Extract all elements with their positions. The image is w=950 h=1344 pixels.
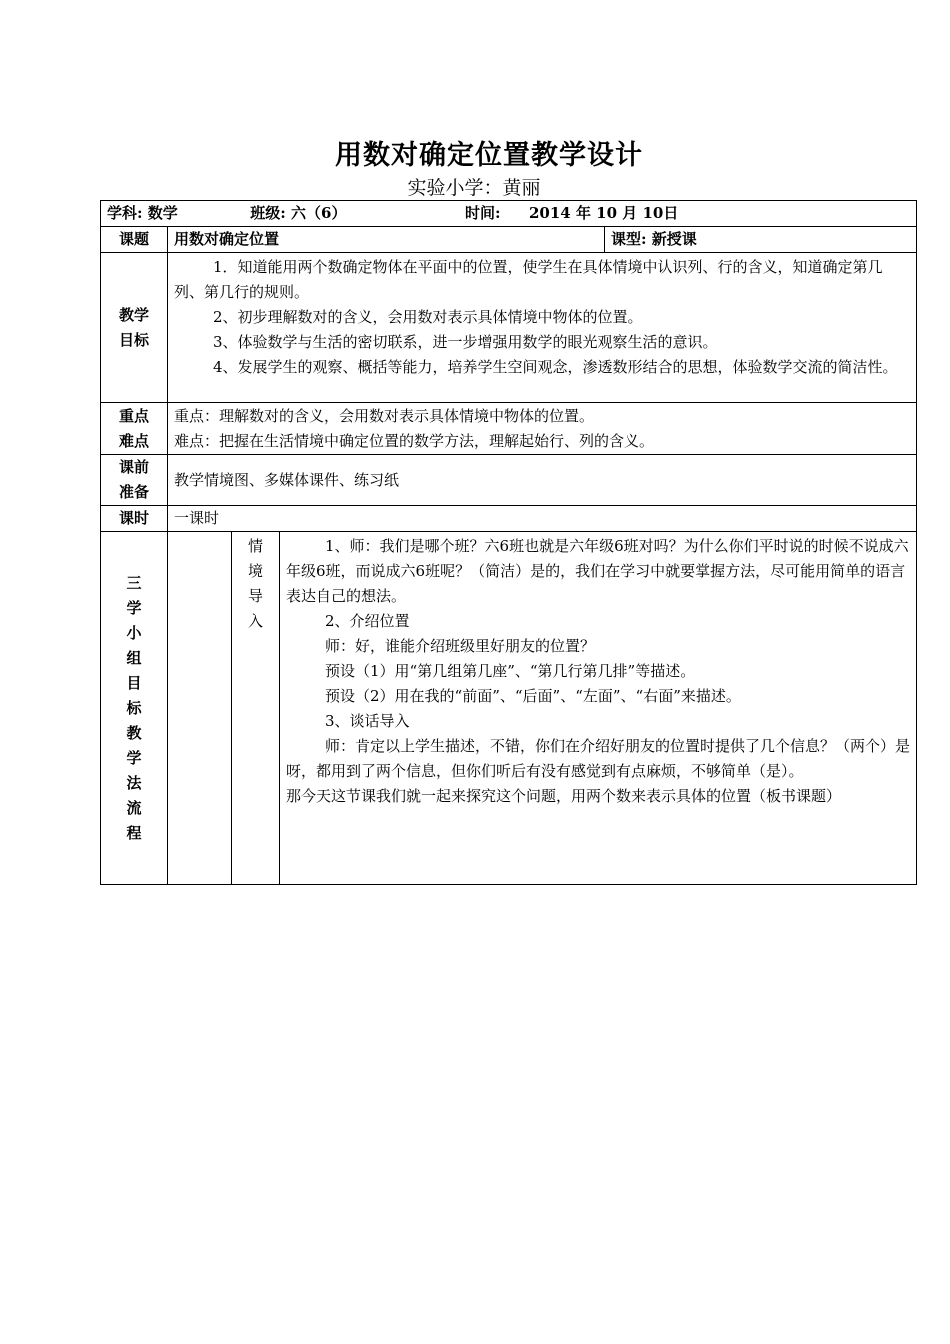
process-paragraph: 1、师：我们是哪个班？六6班也就是六年级6班对吗？为什么你们平时说的时候不说成六年级6班，而说成六6班呢？（简洁）是的，我们在学习中就要掌握方法，尽可能用简单的语言表达自己的想法。 (286, 537, 909, 605)
hours-label: 课时 (101, 506, 168, 532)
process-row (101, 532, 917, 885)
header-row (101, 201, 917, 227)
author-line: 实验小学：黄丽 (407, 177, 541, 199)
topic-label: 课题 (101, 227, 168, 253)
process-paragraph-last: 那今天这节课我们就一起来探究这个问题，用两个数来表示具体的位置（板书课题） (286, 787, 842, 805)
keypoints-content (168, 403, 917, 455)
process-paragraph: 预设（1）用“第几组第几座”、“第几行第几排”等描述。 (325, 662, 696, 680)
key-point: 重点：理解数对的含义，会用数对表示具体情境中物体的位置。 (174, 406, 595, 425)
goal-item: 4、发展学生的观察、概括等能力，培养学生空间观念，渗透数形结合的思想，体验数学交流的简洁性。 (213, 358, 898, 376)
subject-value: 数学 (147, 204, 178, 222)
goal-item: 1．知道能用两个数确定物体在平面中的位置，使学生在具体情境中认识列、行的含义，知道确定第几列、第几行的规则。 (174, 258, 883, 301)
goals-label: 教学 目标 (101, 253, 168, 403)
header-cell (101, 201, 917, 227)
keypoints-label: 重点 难点 (101, 403, 168, 455)
stage-label: 情 境 导 入 (232, 532, 280, 885)
hours-row (101, 506, 917, 532)
process-paragraph: 师：肯定以上学生描述，不错，你们在介绍好朋友的位置时提供了几个信息？（两个）是呀，都用到了两个信息，但你们听后有没有感觉到有点麻烦，不够简单（是）。 (286, 737, 911, 780)
lesson-type-cell (605, 227, 917, 253)
lesson-plan-table (100, 200, 917, 885)
process-paragraph: 师：好，谁能介绍班级里好朋友的位置？ (325, 637, 596, 655)
prep-row (101, 455, 917, 506)
difficult-point: 难点：把握在生活情境中确定位置的数学方法，理解起始行、列的含义。 (174, 431, 655, 450)
lesson-type-label: 课型: (611, 230, 647, 248)
date-value: 2014 年 10 月 10日 (528, 204, 679, 222)
hours-value: 一课时 (168, 506, 917, 532)
subject-label: 学科: (107, 204, 143, 222)
goals-content (168, 253, 917, 403)
goal-item: 3、体验数学与生活的密切联系，进一步增强用数学的眼光观察生活的意识。 (213, 333, 718, 351)
prep-label: 课前 准备 (101, 455, 168, 506)
process-paragraph: 3、谈话导入 (325, 712, 410, 730)
class-label: 班级: (250, 204, 286, 222)
goals-row (101, 253, 917, 403)
topic-value: 用数对确定位置 (168, 227, 605, 253)
time-label: 时间: (464, 204, 501, 222)
goal-item: 2、初步理解数对的含义，会用数对表示具体情境中物体的位置。 (213, 308, 643, 326)
process-paragraph: 2、介绍位置 (325, 612, 410, 630)
document-title: 用数对确定位置教学设计 (335, 140, 643, 171)
process-empty-cell (168, 532, 232, 885)
lesson-type-value: 新授课 (651, 230, 697, 248)
class-value: 六（6） (291, 204, 347, 222)
keypoints-row (101, 403, 917, 455)
process-content (280, 532, 917, 885)
process-side-label: 三 学 小 组 目 标 教 学 法 流 程 (101, 532, 168, 885)
process-paragraph: 预设（2）用在我的“前面”、“后面”、“左面”、“右面”来描述。 (325, 687, 741, 705)
prep-value: 教学情境图、多媒体课件、练习纸 (168, 455, 917, 506)
topic-row (101, 227, 917, 253)
